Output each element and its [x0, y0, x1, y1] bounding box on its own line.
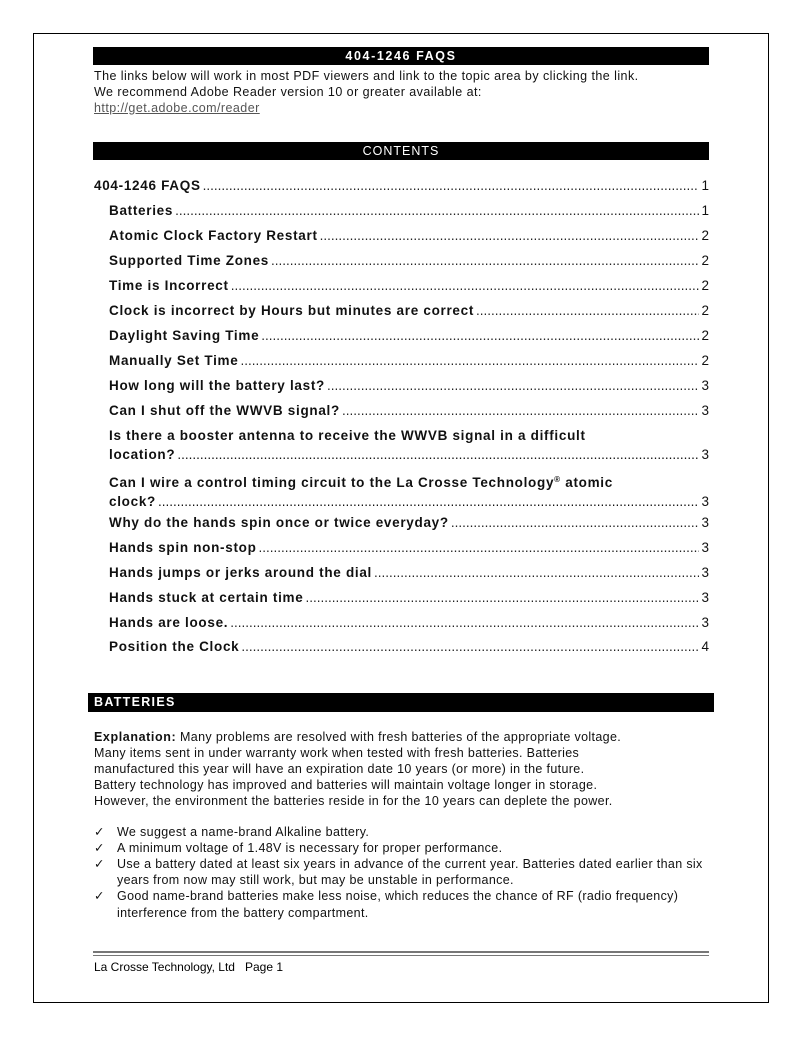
toc-leader — [240, 351, 699, 370]
battery-tips-list — [94, 824, 709, 922]
toc-entry-hours-incorrect[interactable] — [109, 301, 709, 320]
toc-entry-manually-set-time[interactable] — [109, 351, 709, 370]
list-item — [94, 824, 709, 840]
toc-entry-title: Why do the hands spin once or twice everyday? — [109, 515, 449, 530]
toc-entry-title-line1-end: atomic — [560, 475, 613, 490]
batteries-heading: BATTERIES — [94, 695, 176, 709]
toc-page-number: 2 — [701, 253, 709, 268]
toc-leader — [175, 201, 699, 220]
explanation-line-3: manufactured this year will have an expiration date 10 years (or more) in the future. — [94, 762, 585, 776]
toc-page-number: 2 — [701, 353, 709, 368]
toc-page-number: 4 — [701, 639, 709, 654]
toc-leader — [241, 637, 699, 656]
checkmark-icon: ✓ — [94, 825, 105, 839]
toc-leader — [230, 613, 699, 632]
checkmark-icon: ✓ — [94, 889, 105, 903]
faq-title-bar — [93, 47, 709, 65]
toc-entry-hands-spin-non-stop[interactable] — [109, 538, 709, 557]
toc-page-number: 3 — [701, 615, 709, 630]
toc-page-number: 3 — [701, 565, 709, 580]
toc-entry-hands-loose[interactable] — [109, 613, 709, 632]
toc-leader — [261, 326, 699, 345]
contents-title: CONTENTS — [362, 144, 440, 158]
faq-title: 404-1246 FAQS — [345, 49, 457, 63]
toc-entry-title-line1: Can I wire a control timing circuit to the La Crosse Technology — [109, 475, 555, 490]
toc-entry-hands-spin-daily[interactable] — [109, 513, 709, 532]
toc-entry-title: Atomic Clock Factory Restart — [109, 228, 318, 243]
toc-entry-title: Clock is incorrect by Hours but minutes are correct — [109, 303, 475, 318]
batteries-heading-bar — [88, 693, 714, 712]
toc-page-number: 1 — [701, 203, 709, 218]
checkmark-icon: ✓ — [94, 841, 105, 855]
list-item — [94, 856, 709, 888]
toc-entry-title: 404-1246 FAQS — [94, 178, 201, 193]
toc-entry-shut-off-wwvb[interactable] — [109, 401, 709, 420]
toc-entry-wire-control-circuit[interactable] — [109, 470, 709, 511]
toc-entry-hands-jumps[interactable] — [109, 563, 709, 582]
toc-entry-battery-life[interactable] — [109, 376, 709, 395]
list-item-text: We suggest a name-brand Alkaline battery. — [117, 825, 370, 839]
toc-page-number: 1 — [701, 178, 709, 193]
toc-page-number: 3 — [701, 378, 709, 393]
toc-leader — [476, 301, 699, 320]
toc-entry-title: Hands spin non-stop — [109, 540, 257, 555]
explanation-line-2: Many items sent in under warranty work when tested with fresh batteries. Batteries — [94, 746, 580, 760]
toc-page-number: 2 — [701, 228, 709, 243]
toc-entry-title-line1: Is there a booster antenna to receive the WWVB signal in a difficult — [109, 428, 586, 443]
page-footer: La Crosse Technology, Ltd Page 1 — [94, 960, 284, 974]
toc-leader — [259, 538, 700, 557]
footer-divider — [93, 951, 709, 953]
toc-page-number: 2 — [701, 303, 709, 318]
toc-entry-title: Supported Time Zones — [109, 253, 270, 268]
checkmark-icon: ✓ — [94, 857, 105, 871]
contents-title-bar — [93, 142, 709, 160]
adobe-reader-link[interactable]: http://get.adobe.com/reader — [94, 101, 260, 115]
toc-page-number: 3 — [701, 494, 709, 509]
toc-leader — [374, 563, 699, 582]
toc-leader — [320, 226, 700, 245]
toc-entry-position-clock[interactable] — [109, 637, 709, 656]
toc-leader — [305, 588, 699, 607]
toc-page-number: 3 — [701, 447, 709, 462]
toc-leader — [231, 276, 700, 295]
toc-entry-title: Batteries — [109, 203, 174, 218]
explanation-line-1: Many problems are resolved with fresh batteries of the appropriate voltage. — [176, 730, 622, 744]
batteries-explanation — [94, 729, 709, 809]
toc-entry-title-line2: clock? — [109, 494, 156, 509]
toc-page-number: 3 — [701, 590, 709, 605]
toc-page-number: 2 — [701, 278, 709, 293]
toc-entry-faqs[interactable] — [94, 176, 709, 195]
list-item-text: Use a battery dated at least six years in advance of the current year. Batteries dated earlier than six years from now may still work, but may be unstable in performance. — [117, 857, 703, 887]
toc-entry-title: Time is Incorrect — [109, 278, 229, 293]
toc-entry-title: Hands are loose. — [109, 615, 229, 630]
list-item-text: Good name-brand batteries make less noise, which reduces the chance of RF (radio frequency) interference from the battery compartment. — [117, 889, 679, 920]
explanation-line-4: Battery technology has improved and batteries will maintain voltage longer in storage. — [94, 778, 598, 792]
toc-leader — [342, 401, 700, 420]
toc-entry-booster-antenna[interactable] — [109, 426, 709, 464]
explanation-line-5: However, the environment the batteries reside in for the 10 years can deplete the power. — [94, 794, 613, 808]
toc-leader — [158, 492, 700, 511]
toc-page-number: 3 — [701, 515, 709, 530]
toc-entry-hands-stuck[interactable] — [109, 588, 709, 607]
toc-page-number: 3 — [701, 540, 709, 555]
toc-entry-title: Hands jumps or jerks around the dial — [109, 565, 372, 580]
toc-entry-time-zones[interactable] — [109, 251, 709, 270]
footer-divider-thin — [93, 955, 709, 956]
toc-entry-daylight-saving[interactable] — [109, 326, 709, 345]
toc-entry-title-line2: location? — [109, 447, 176, 462]
toc-leader — [203, 176, 700, 195]
toc-entry-factory-restart[interactable] — [109, 226, 709, 245]
toc-page-number: 3 — [701, 403, 709, 418]
intro-line-2: We recommend Adobe Reader version 10 or greater available at: — [94, 85, 482, 99]
list-item — [94, 840, 709, 856]
toc-leader — [177, 445, 699, 464]
toc-entry-title: Position the Clock — [109, 639, 240, 654]
intro-text — [94, 68, 714, 116]
toc-leader — [271, 251, 699, 270]
toc-entry-title: Can I shut off the WWVB signal? — [109, 403, 340, 418]
toc-entry-title: How long will the battery last? — [109, 378, 325, 393]
registered-mark: ® — [554, 475, 561, 484]
list-item-text: A minimum voltage of 1.48V is necessary for proper performance. — [117, 841, 503, 855]
toc-entry-title: Hands stuck at certain time — [109, 590, 304, 605]
toc-page-number: 2 — [701, 328, 709, 343]
list-item — [94, 888, 709, 922]
explanation-label: Explanation: — [94, 730, 177, 744]
toc-entry-title: Daylight Saving Time — [109, 328, 260, 343]
toc-entry-title: Manually Set Time — [109, 353, 239, 368]
toc-entry-time-incorrect[interactable] — [109, 276, 709, 295]
toc-entry-batteries[interactable] — [109, 201, 709, 220]
toc-leader — [327, 376, 700, 395]
toc-leader — [451, 513, 700, 532]
intro-line-1: The links below will work in most PDF viewers and link to the topic area by clicking the link. — [94, 69, 639, 83]
